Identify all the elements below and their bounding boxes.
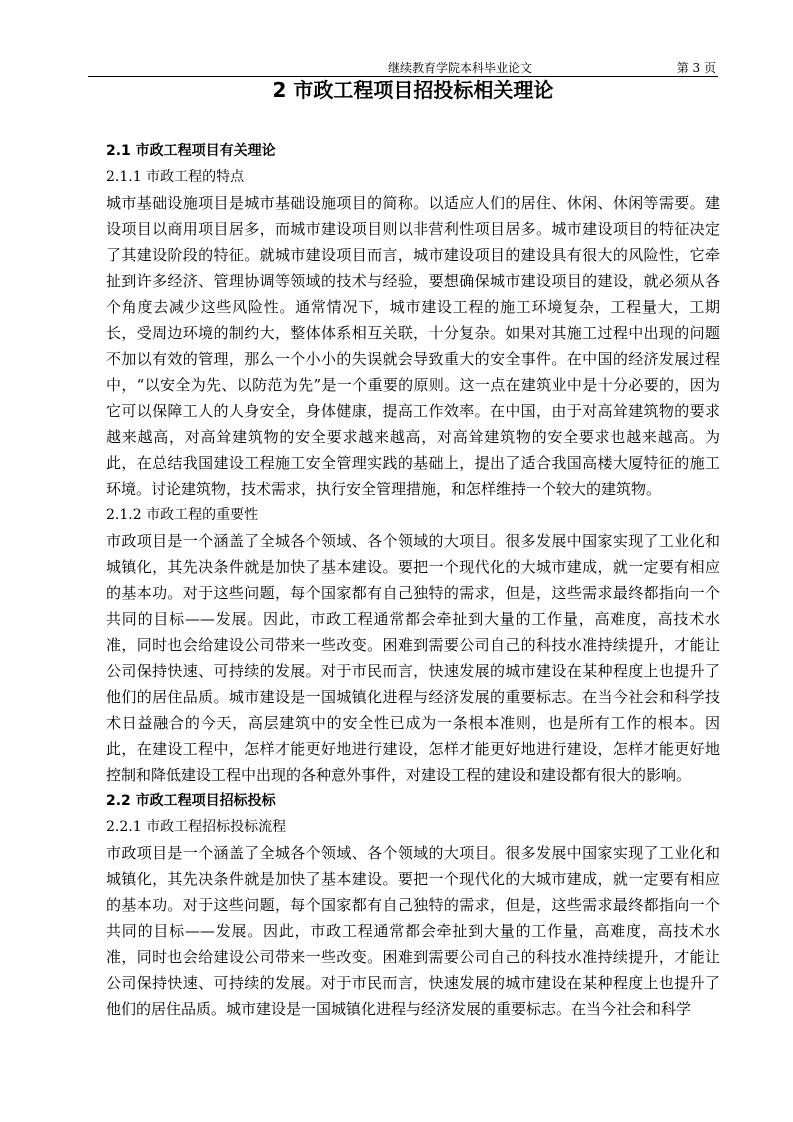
paragraph-2-2-1: [106, 840, 720, 1022]
paragraph-2-1-1: [106, 190, 720, 502]
section-heading-2-2: 2.2 市政工程项目招标投标: [106, 793, 276, 809]
page-number: 第 3 页: [676, 61, 716, 75]
paragraph-2-1-2: [106, 528, 720, 788]
paragraph-text: 市政项目是一个涵盖了全城各个领域、各个领域的大项目。很多发展中国家实现了工业化和城镇化，其先决条件就是加快了基本建设。要把一个现代化的大城市建成，就一定要有相应的基本功。对于这些问题，每个国家都有自己独特的需求，但是，这些需求最终都指向一个共同的目标——发展。因此，市政工程通常都会牵扯到大量的工作量，高难度，高技术水准，同时也会给建设公司带来一些改变。困难到需要公司自己的科技水准持续提升，才能让公司保持快速、可持续的发展。对于市民而言，快速发展的城市建设在某种程度上也提升了他们的居住品质。城市建设是一国城镇化进程与经济发展的重要标志。在当今社会和科学技术日益融合的今天，高层建筑中的安全性已成为一条根本准则，也是所有工作的根本。因此，在建设工程中，怎样才能更好地进行建设，怎样才能更好地进行建设，怎样才能更好地控制和降低建设工程中出现的各种意外事件，对建设工程的建设和建设都有很大的影响。: [106, 532, 720, 784]
paragraph-text: 城市基础设施项目是城市基础设施项目的简称。以适应人们的居住、休闲、休闲等需要。建设项目以商用项目居多，而城市建设项目则以非营利性项目居多。城市建设项目的特征决定了其建设阶段的特征。就城市建设项目而言，城市建设项目的建设具有很大的风险性，它牵扯到许多经济、管理协调等领域的技术与经验，要想确保城市建设项目的建设，就必须从各个角度去减少这些风险性。通常情况下，城市建设工程的施工环境复杂，工程量大，工期长，受周边环境的制约大，整体体系相互关联，十分复杂。如果对其施工过程中出现的问题不加以有效的管理，那么一个小小的失误就会导致重大的安全事件。在中国的经济发展过程中，“以安全为先、以防范为先”是一个重要的原则。这一点在建筑业中是十分必要的，因为它可以保障工人的人身安全，身体健康，提高工作效率。在中国，由于对高耸建筑物的要求越来越高，对高耸建筑物的安全要求越来越高，对高耸建筑物的安全要求也越来越高。为此，在总结我国建设工程施工安全管理实践的基础上，提出了适合我国高楼大厦特征的施工环境。讨论建筑物，技术需求，执行安全管理措施，和怎样维持一个较大的建筑物。: [106, 194, 720, 498]
header-title: 继续教育学院本科毕业论文: [388, 61, 533, 75]
page-content: [106, 78, 720, 1022]
chapter-title: 2 市政工程项目招投标相关理论: [272, 78, 554, 102]
subsection-heading-2-1-2: 2.1.2 市政工程的重要性: [106, 507, 259, 523]
subsection-heading-2-1-1: 2.1.1 市政工程的特点: [106, 169, 245, 185]
subsection-heading-2-2-1: 2.2.1 市政工程招标投标流程: [106, 819, 287, 835]
section-heading-2-1: 2.1 市政工程项目有关理论: [106, 143, 276, 159]
paragraph-text: 市政项目是一个涵盖了全城各个领域、各个领域的大项目。很多发展中国家实现了工业化和城镇化，其先决条件就是加快了基本建设。要把一个现代化的大城市建成，就一定要有相应的基本功。对于这些问题，每个国家都有自己独特的需求，但是，这些需求最终都指向一个共同的目标——发展。因此，市政工程通常都会牵扯到大量的工作量，高难度，高技术水准，同时也会给建设公司带来一些改变。困难到需要公司自己的科技水准持续提升，才能让公司保持快速、可持续的发展。对于市民而言，快速发展的城市建设在某种程度上也提升了他们的居住品质。城市建设是一国城镇化进程与经济发展的重要标志。在当今社会和科学: [106, 844, 720, 1018]
page-header: [88, 58, 718, 77]
